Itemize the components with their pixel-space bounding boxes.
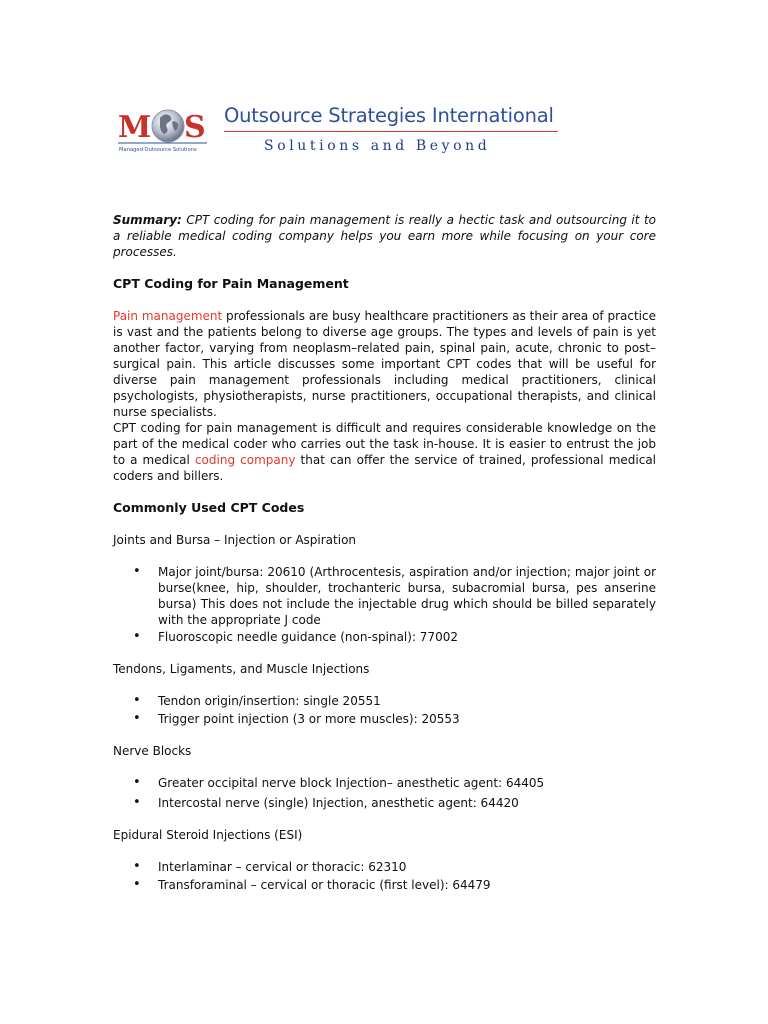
section-heading-common-codes: Commonly Used CPT Codes (113, 500, 305, 515)
list-item: • Major joint/bursa: 20610 (Arthrocentesis, aspiration and/or injection; major joint or burse(knee, hip, shoulder, trochanteric bursa, subacromial bursa, pes anserine bursa) This does not include the injectable drug which should be billed separately with the appropriate J code (113, 564, 656, 628)
company-tagline: Solutions and Beyond (264, 138, 491, 154)
article-body (113, 212, 656, 893)
list-item: • Greater occipital nerve block Injection– anesthetic agent: 64405 (113, 775, 656, 791)
group-title: Joints and Bursa – Injection or Aspiration (113, 533, 357, 547)
coding-company-link[interactable]: coding company (194, 453, 296, 467)
group-title: Nerve Blocks (113, 744, 192, 758)
svg-text:M: M (118, 110, 152, 145)
company-name: Outsource Strategies International (224, 104, 554, 127)
intro-text: professionals are busy healthcare practitioners as their area of practice is vast and the patients belong to diverse age groups. The types and levels of pain is yet another factor, varying from neoplasm–related pain, spinal pain, acute, chronic to post–surgical pain. This article discusses some important CPT codes that will be useful for diverse pain management professionals including medical practitioners, clinical psychologists, physiotherapists, nurse practitioners, occupational therapists, and clinical nurse specialists. (113, 309, 656, 419)
list-item: • Interlaminar – cervical or thoracic: 62310 (113, 859, 656, 875)
letterhead (112, 92, 572, 164)
summary-label: Summary: (113, 213, 182, 227)
list-item: • Tendon origin/insertion: single 20551 (113, 693, 656, 709)
logo-caption: Managed Outsource Solutions (119, 147, 197, 153)
code-list (113, 564, 656, 645)
summary-text: CPT coding for pain management is really a hectic task and outsourcing it to a reliable medical coding company helps you earn more while focusing on your core processes. (113, 213, 656, 259)
intro-paragraph (113, 308, 656, 420)
code-list (113, 775, 656, 811)
pain-management-link[interactable]: Pain management (113, 309, 223, 323)
outsourcing-text-a: CPT coding for pain management is difficult and requires considerable knowledge on the part of the medical coder who carries out the task in-house. It is easier to entrust the job to a medical (113, 421, 656, 467)
company-logo (112, 92, 212, 164)
group-title: Tendons, Ligaments, and Muscle Injections (113, 662, 370, 676)
outsourcing-paragraph (113, 420, 656, 484)
code-list (113, 693, 656, 727)
summary-paragraph (113, 212, 656, 260)
list-item: • Intercostal nerve (single) Injection, anesthetic agent: 64420 (113, 795, 656, 811)
code-list (113, 859, 656, 893)
section-heading-cpt-coding: CPT Coding for Pain Management (113, 276, 349, 291)
list-item: • Trigger point injection (3 or more muscles): 20553 (113, 711, 656, 727)
svg-text:S: S (184, 110, 206, 145)
header-divider (224, 131, 558, 132)
outsourcing-text-b: that can offer the service of trained, professional medical coders and billers. (113, 453, 657, 483)
list-item: • Fluoroscopic needle guidance (non-spinal): 77002 (113, 629, 656, 645)
list-item: • Transforaminal – cervical or thoracic (first level): 64479 (113, 877, 656, 893)
group-title: Epidural Steroid Injections (ESI) (113, 828, 303, 842)
